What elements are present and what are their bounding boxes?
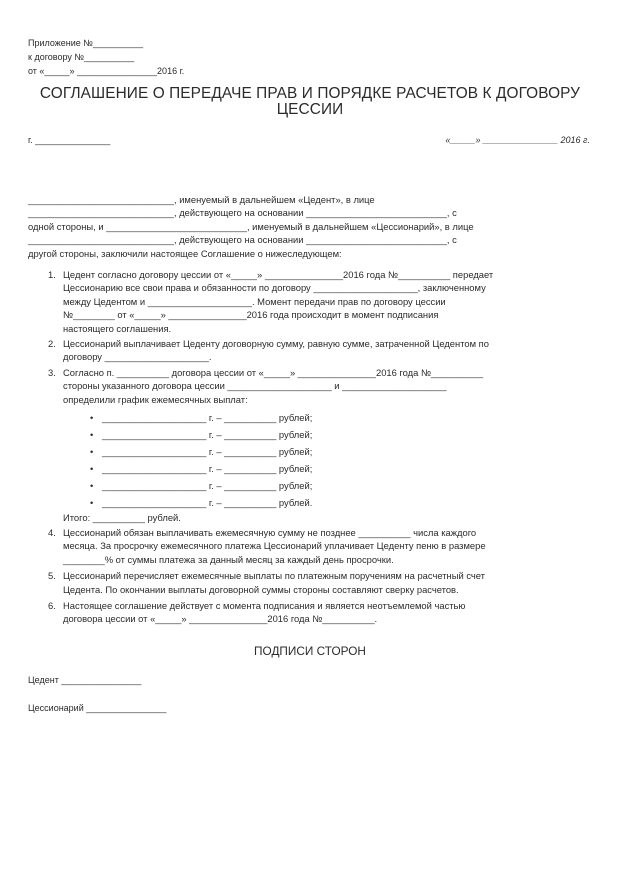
item-line: Цессионарию все свои права и обязанности по договору ____________________, заключенному [63, 282, 486, 294]
item-line: Согласно п. __________ договора цессии от «_____» _______________2016 года №__________ [63, 366, 484, 378]
item-line: Настоящее соглашение действует с момента подписания и является неотъемлемой частью [63, 600, 466, 612]
schedule-row: • ____________________ г. – __________ рублей; [90, 409, 312, 426]
item-line: Цедента. По окончании выплаты договорной суммы стороны составляют сверку расчетов. [63, 583, 459, 595]
item-number: 3. [48, 366, 56, 378]
cedent-signature: Цедент ________________ [28, 675, 142, 685]
document-title: СОГЛАШЕНИЕ О ПЕРЕДАЧЕ ПРАВ И ПОРЯДКЕ РАСЧЕТОВ К ДОГОВОРУ ЦЕССИИ [39, 85, 581, 118]
item-number: 4. [48, 527, 56, 538]
signatures-heading: ПОДПИСИ СТОРОН [254, 644, 366, 658]
item-line: Цедент согласно договору цессии от «_____» _______________2016 года №__________ передает [63, 269, 494, 280]
item-number: 1. [48, 269, 56, 280]
intro-line: одной стороны, и ___________________________, именуемый в дальнейшем «Цессионарий», в лице [28, 220, 474, 232]
list-item [48, 337, 586, 364]
agreement-date: «_____» _______________ 2016 г. [445, 135, 590, 145]
intro-line: ____________________________, действующего на основании ___________________________, с [28, 234, 457, 246]
schedule-total: Итого: __________ рублей. [63, 512, 181, 523]
item-number: 6. [48, 600, 56, 612]
intro-line: ____________________________, именуемый в дальнейшем «Цедент», в лице [28, 194, 375, 205]
appendix-number: Приложение №__________ [28, 38, 143, 48]
item-line: стороны указанного договора цессии ____________________ и ____________________ [63, 380, 447, 392]
item-line: договора цессии от «_____» _______________2016 года №__________. [63, 613, 378, 625]
item-line: Цессионарий перечисляет ежемесячные выплаты по платежным поручениям на расчетный счет [63, 570, 485, 582]
item-line: настоящего соглашения. [63, 322, 172, 334]
item-number: 2. [48, 338, 56, 350]
item-line: месяца. За просрочку ежемесячного платежа Цессионарий уплачивает Цеденту пеню в размере [63, 540, 486, 552]
contract-date: от «_____» ________________2016 г. [28, 66, 185, 76]
item-line: №________ от «_____» _______________2016 года происходит в момент подписания [63, 309, 439, 321]
schedule-row: • ____________________ г. – __________ рублей; [90, 443, 312, 460]
list-item [48, 569, 586, 596]
intro-line: ____________________________, действующего на основании ___________________________, с [28, 207, 457, 219]
contract-number: к договору №__________ [28, 52, 135, 62]
item-number: 5. [48, 570, 56, 582]
schedule-row: • ____________________ г. – __________ рублей; [90, 477, 312, 494]
item-line: договору ____________________. [63, 351, 212, 363]
terms-list [48, 268, 586, 406]
list-item [48, 268, 586, 335]
item-line: между Цедентом и ____________________. Момент передачи прав по договору цессии [63, 295, 446, 307]
list-item [48, 366, 586, 406]
item-line: Цессионарий обязан выплачивать ежемесячную сумму не позднее __________ числа каждого [63, 527, 477, 538]
payment-schedule [90, 409, 312, 511]
schedule-row: • ____________________ г. – __________ рублей. [90, 494, 312, 511]
schedule-row: • ____________________ г. – __________ рублей; [90, 460, 312, 477]
schedule-row: • ____________________ г. – __________ рублей; [90, 426, 312, 443]
city-field: г. _______________ [28, 135, 111, 145]
item-line: ________% от суммы платежа за данный месяц за каждый день просрочки. [63, 553, 394, 565]
intro-paragraph [28, 193, 474, 260]
item-line: определили график ежемесячных выплат: [63, 393, 248, 405]
list-item [48, 599, 586, 626]
intro-line: другой стороны, заключили настоящее Соглашение о нижеследующем: [28, 247, 342, 259]
cessionary-signature: Цессионарий ________________ [28, 703, 167, 713]
list-item [48, 526, 586, 566]
terms-list-continued [48, 526, 586, 626]
item-line: Цессионарий выплачивает Цеденту договорную сумму, равную сумме, затраченной Цедентом по [63, 338, 489, 350]
